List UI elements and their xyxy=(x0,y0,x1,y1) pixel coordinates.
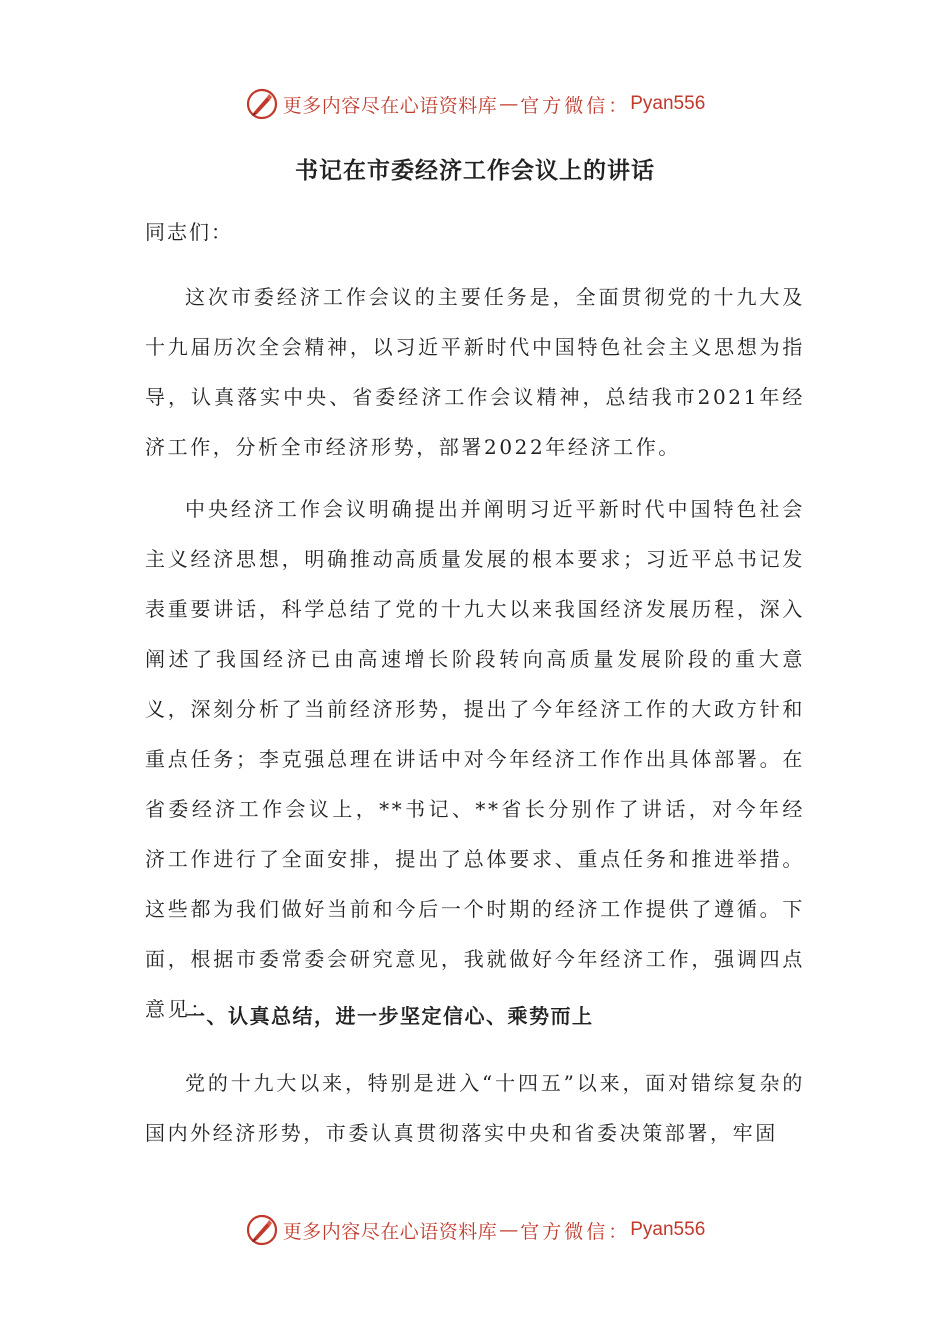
watermark-site-name: 更多内容尽在心语资料库 xyxy=(282,1220,498,1243)
watermark-site-name: 更多内容尽在心语资料库 xyxy=(282,94,498,117)
watermark-banner-top xyxy=(0,84,950,124)
watermark-official-label: 官方微信： xyxy=(520,1220,631,1243)
document-title: 书记在市委经济工作会议上的讲话 xyxy=(295,157,655,184)
watermark-separator: — xyxy=(499,93,519,115)
watermark-banner-bottom xyxy=(0,1210,950,1250)
pen-logo-icon xyxy=(245,87,279,121)
paragraph-1: 这次市委经济工作会议的主要任务是，全面贯彻党的十九大及十九届历次全会精神，以习近平新时代中国特色社会主义思想为指导，认真落实中央、省委经济工作会议精神，总结我市2021年经济工作，分析全市经济形势，部署2022年经济工作。 xyxy=(145,285,805,459)
watermark-account: Pyan556 xyxy=(630,1219,706,1240)
paragraph-3: 党的十九大以来，特别是进入“十四五”以来，面对错综复杂的国内外经济形势，市委认真贯彻落实中央和省委决策部署，牢固 xyxy=(145,1071,805,1145)
pen-logo-icon xyxy=(245,1213,279,1247)
watermark-account: Pyan556 xyxy=(630,93,706,114)
section-heading-1: 一、认真总结，进一步坚定信心、乘势而上 xyxy=(185,1004,594,1028)
paragraph-2: 中央经济工作会议明确提出并阐明习近平新时代中国特色社会主义经济思想，明确推动高质量发展的根本要求；习近平总书记发表重要讲话，科学总结了党的十九大以来我国经济发展历程，深入阐述了我国经济已由高速增长阶段转向高质量发展阶段的重大意义，深刻分析了当前经济形势，提出了今年经济工作的大政方针和重点任务；李克强总理在讲话中对今年经济工作作出具体部署。在省委经济工作会议上，**书记、**省长分别作了讲话，对今年经济工作进行了全面安排，提出了总体要求、重点任务和推进举措。这些都为我们做好当前和今后一个时期的经济工作提供了遵循。下面，根据市委常委会研究意见，我就做好今年经济工作，强调四点意见： xyxy=(145,497,805,1021)
salutation: 同志们： xyxy=(145,220,233,244)
watermark-official-label: 官方微信： xyxy=(520,94,631,117)
watermark-separator: — xyxy=(499,1219,519,1241)
